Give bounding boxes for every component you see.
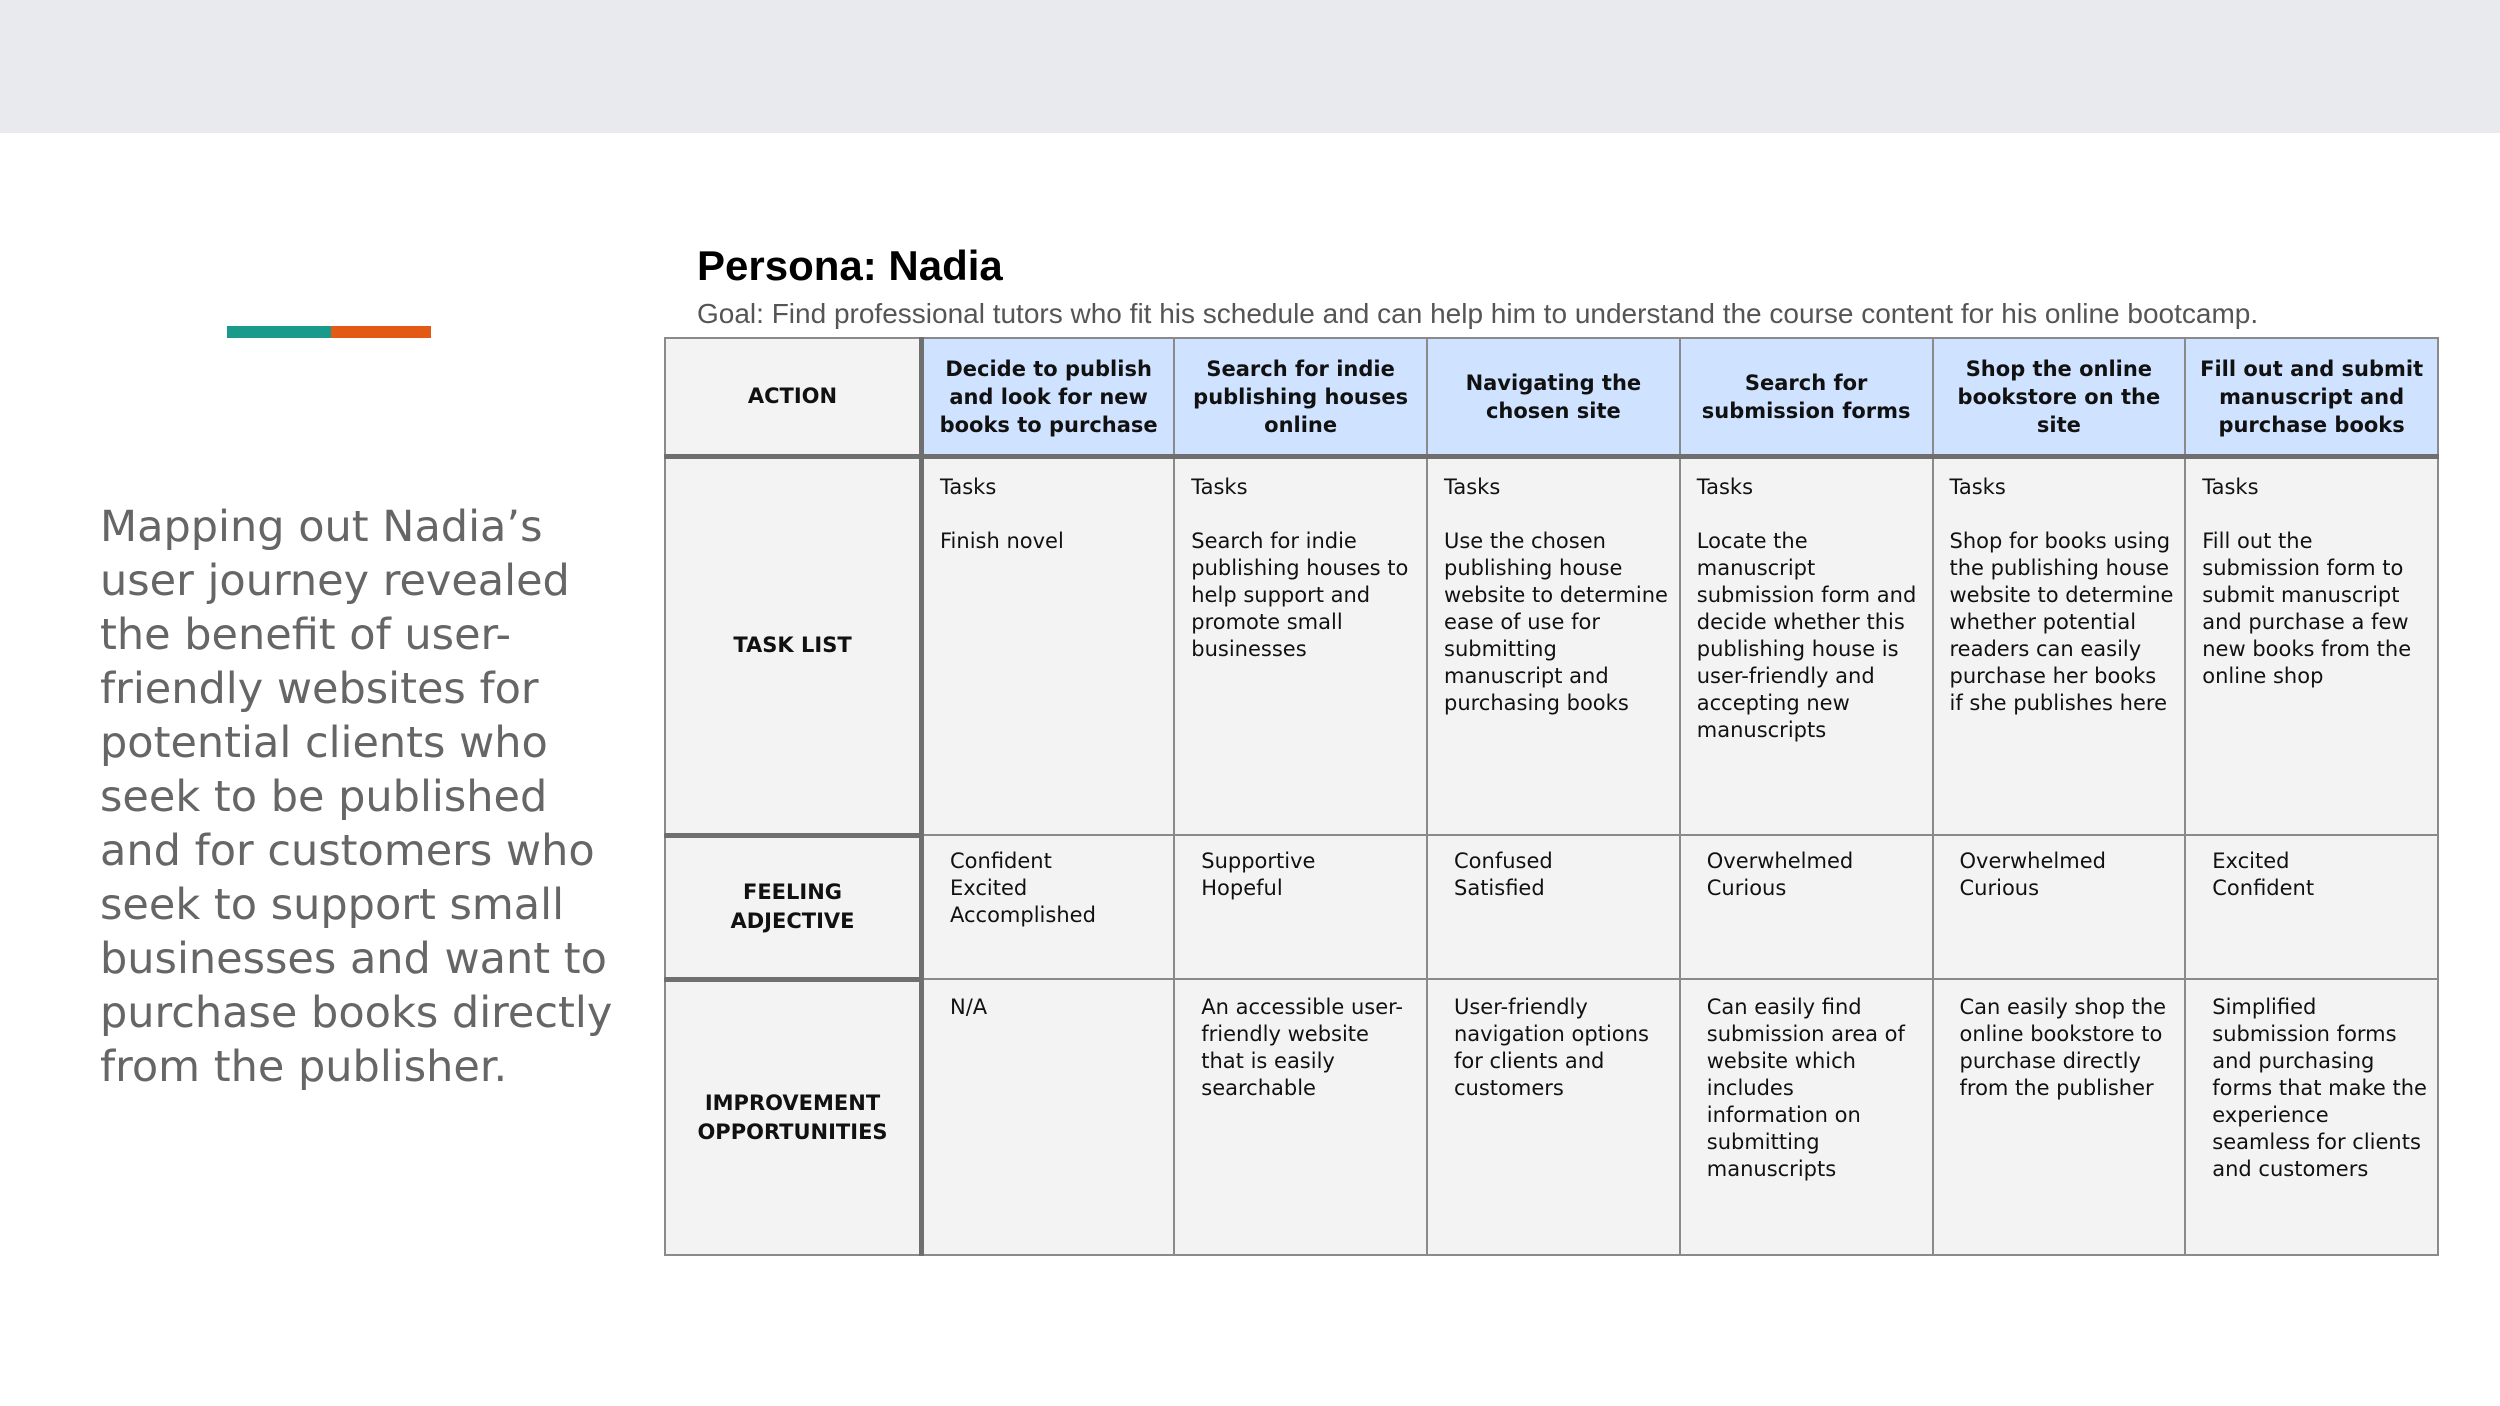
user-journey-map (664, 337, 2439, 1256)
tasks-label: Tasks (2202, 475, 2259, 499)
action-header: Search for submission forms (1680, 338, 1933, 457)
tasks-label: Tasks (940, 475, 997, 499)
feeling-row (665, 835, 2438, 979)
feeling-cell: Overwhelmed Curious (1933, 835, 2186, 979)
opportunity-cell: N/A (922, 979, 1175, 1255)
task-cell (2185, 457, 2438, 836)
task-cell (922, 457, 1175, 836)
feeling-cell: Supportive Hopeful (1174, 835, 1427, 979)
task-text: Finish novel (940, 529, 1064, 553)
persona-title: Persona: Nadia (697, 242, 1003, 289)
accent-bar-teal (227, 326, 331, 338)
accent-bar-orange (331, 326, 431, 338)
task-cell (1680, 457, 1933, 836)
opportunity-cell: Can easily find submission area of website which includes information on submitting manuscripts (1680, 979, 1933, 1255)
feeling-cell: Confused Satisfied (1427, 835, 1680, 979)
feeling-cell: Overwhelmed Curious (1680, 835, 1933, 979)
task-text: Fill out the submission form to submit manuscript and purchase a few new books from the online shop (2202, 529, 2412, 688)
top-band (0, 0, 2500, 133)
tasks-label: Tasks (1191, 475, 1248, 499)
task-text: Search for indie publishing houses to help support and promote small businesses (1191, 529, 1409, 661)
task-cell (1933, 457, 2186, 836)
feeling-cell: Excited Confident (2185, 835, 2438, 979)
tasks-label: Tasks (1949, 475, 2006, 499)
task-text: Locate the manuscript submission form and decide whether this publishing house is user-friendly and accepting new manuscripts (1696, 529, 1917, 742)
persona-goal: Goal: Find professional tutors who fit his schedule and can help him to understand the course content for his online bootcamp. (697, 298, 2259, 329)
row-label-task-list: TASK LIST (665, 457, 922, 836)
feeling-cell: Confident Excited Accomplished (922, 835, 1175, 979)
task-list-row (665, 457, 2438, 836)
action-header: Shop the online bookstore on the site (1933, 338, 2186, 457)
action-header: Search for indie publishing houses online (1174, 338, 1427, 457)
row-label-feeling: FEELING ADJECTIVE (665, 835, 922, 979)
task-text: Use the chosen publishing house website to determine ease of use for submitting manuscript and purchasing books (1444, 529, 1668, 715)
opportunity-cell: User-friendly navigation options for clients and customers (1427, 979, 1680, 1255)
task-cell (1174, 457, 1427, 836)
action-header: Navigating the chosen site (1427, 338, 1680, 457)
opportunity-cell: Can easily shop the online bookstore to purchase directly from the publisher (1933, 979, 2186, 1255)
summary-text: Mapping out Nadia’s user journey revealed the benefit of user-friendly websites for potential clients who seek to be published and for customers who seek to support small businesses and want to purchase books directly from the publisher. (100, 502, 613, 1092)
tasks-label: Tasks (1444, 475, 1501, 499)
opportunity-cell: An accessible user-friendly website that is easily searchable (1174, 979, 1427, 1255)
action-header: Decide to publish and look for new books to purchase (922, 338, 1175, 457)
tasks-label: Tasks (1696, 475, 1754, 499)
opportunities-row (665, 979, 2438, 1255)
opportunity-cell: Simplified submission forms and purchasing forms that make the experience seamless for clients and customers (2185, 979, 2438, 1255)
action-row (665, 338, 2438, 457)
row-label-opportunities: IMPROVEMENT OPPORTUNITIES (665, 979, 922, 1255)
row-label-action: ACTION (665, 338, 922, 457)
action-header: Fill out and submit manuscript and purchase books (2185, 338, 2438, 457)
task-text: Shop for books using the publishing house website to determine whether potential readers can easily purchase her books if she publishes here (1949, 529, 2174, 715)
task-cell (1427, 457, 1680, 836)
